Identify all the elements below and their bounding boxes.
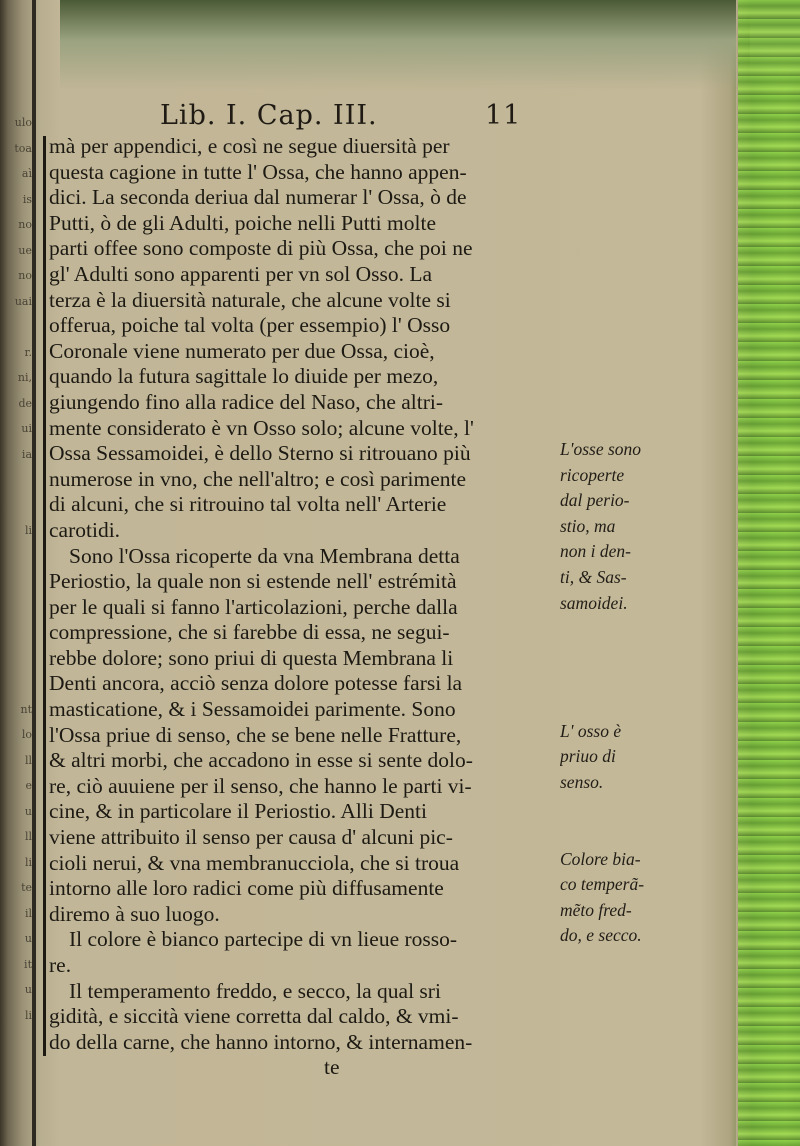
body-line: & altri morbi, che accadono in esse si sente dolo-: [49, 748, 473, 773]
margin-note-line: [560, 642, 720, 668]
body-line: viene attribuito il senso per causa d' alcuni pic-: [49, 825, 453, 850]
gutter-fragment: ia: [21, 447, 32, 461]
running-title: Lib. I. Cap. III.: [160, 100, 378, 131]
gutter-fragment: [0, 595, 32, 621]
gutter-fragment: li: [24, 855, 32, 869]
margin-note-line: Colore bia-: [560, 848, 641, 869]
gutter-fragment: ulo: [14, 116, 32, 129]
body-line: terza è la diuersità naturale, che alcune volte si: [49, 287, 451, 312]
body-line: cioli nerui, & vna membranucciola, che si troua: [49, 850, 460, 875]
body-line: per le quali si fanno l'articolazioni, perche dalla: [49, 594, 458, 619]
facing-page-fragments: [0, 110, 36, 1054]
margin-note-line: priuo di: [560, 746, 616, 767]
gutter-fragment: aì: [21, 167, 32, 180]
top-page-shadow: [60, 0, 800, 90]
body-line: compressione, che si farebbe di essa, ne segui-: [49, 620, 450, 645]
margin-note-line: dal perio-: [560, 490, 630, 511]
margin-note-line: [560, 795, 720, 821]
gutter-fragment: no: [18, 218, 32, 231]
gutter-fragment: ui: [21, 422, 32, 435]
body-line: Putti, ò de gli Adulti, poiche nelli Putti molte: [49, 210, 436, 235]
gutter-fragment: ll: [24, 753, 32, 767]
gutter-fragment: uai: [14, 294, 32, 308]
gutter-fragment: il: [24, 906, 32, 920]
body-line: intorno alle loro radici come più diffusamente: [49, 876, 444, 901]
body-line: gidità, e siccità viene corretta dal caldo, & vmi-: [49, 1004, 459, 1029]
body-line: diremo à suo luogo.: [49, 901, 220, 926]
text-column-rule: [43, 136, 46, 1056]
green-backdrop-edge: [738, 0, 800, 1146]
margin-note-line: stio, ma: [560, 515, 616, 536]
gutter-fragment: ll: [24, 830, 32, 843]
body-line: parti offee sono composte di più Ossa, che poi ne: [49, 236, 473, 261]
body-line: giungendo fino alla radice del Naso, che altri-: [49, 389, 444, 414]
gutter-fragment: is: [22, 192, 32, 206]
gutter-fragment: ni,: [17, 371, 32, 384]
gutter-fragment: [0, 1028, 32, 1054]
body-line: l'Ossa priue di senso, che se bene nelle Fratture,: [49, 722, 462, 747]
body-line: rebbe dolore; sono priui di questa Membrana li: [49, 645, 454, 670]
body-line: quando la futura sagittale lo diuide per mezo,: [49, 364, 439, 389]
margin-note-line: non i den-: [560, 541, 631, 562]
margin-note-line: [560, 667, 720, 693]
gutter-fragment: ue: [18, 243, 32, 257]
body-line: numerose in vno, che nell'altro; e così parimente: [49, 466, 467, 491]
gutter-fragment: nt: [20, 702, 32, 716]
margin-note-line: co temperã-: [560, 874, 645, 895]
body-line: Coronale viene numerato per due Ossa, cioè,: [49, 338, 435, 363]
body-line: masticatione, & i Sessamoidei parimente. Sono: [49, 697, 456, 722]
margin-note-line: mẽto fred-: [560, 899, 632, 920]
body-line: Il temperamento freddo, e secco, la qual sri: [69, 978, 441, 1003]
margin-note-line: ricoperte: [560, 464, 625, 485]
gutter-fragment: [0, 493, 32, 519]
gutter-fragment: lo: [21, 728, 32, 741]
gutter-fragment: u: [24, 804, 32, 818]
body-line: do della carne, che hanno intorno, & internamen-: [49, 1029, 473, 1054]
body-line: Ossa Sessamoidei, è dello Sterno si ritrouano più: [49, 441, 471, 466]
body-line: questa cagione in tutte l' Ossa, che hanno appen-: [49, 159, 467, 184]
margin-note-line: [560, 821, 720, 847]
gutter-fragment: te: [21, 881, 32, 894]
margin-note-line: [560, 616, 720, 642]
gutter-fragment: [0, 646, 32, 672]
gutter-fragment: [0, 467, 32, 493]
body-line: re.: [49, 953, 72, 977]
body-line: Sono l'Ossa ricoperte da vna Membrana detta: [69, 543, 460, 568]
gutter-fragment: [0, 620, 32, 646]
margin-note-line: [560, 693, 720, 719]
gutter-fragment: no: [18, 269, 32, 282]
body-text: [49, 134, 549, 1081]
gutter-fragment: [0, 569, 32, 595]
body-line: gl' Adulti sono apparenti per vn sol Osso. La: [49, 261, 433, 286]
gutter-fragment: it: [24, 957, 32, 971]
gutter-fragment: de: [18, 396, 32, 410]
body-line: carotidi.: [49, 517, 121, 542]
gutter-fragment: toa: [14, 141, 32, 155]
gutter-fragment: [0, 544, 32, 570]
margin-note-line: samoidei.: [560, 592, 628, 613]
margin-notes: [560, 437, 720, 949]
margin-note-line: senso.: [560, 771, 604, 792]
gutter-fragment: u: [24, 983, 32, 996]
gutter-fragment: e: [25, 779, 32, 792]
body-line: Periostio, la quale non si estende nell' estrémità: [49, 569, 457, 594]
gutter-fragment: [0, 671, 32, 697]
body-line: Denti ancora, acciò senza dolore potesse farsi la: [49, 671, 463, 696]
gutter-fragment: u: [24, 932, 32, 945]
body-line: mente considerato è vn Osso solo; alcune volte, l': [49, 415, 474, 440]
page-number: 11: [485, 100, 522, 131]
gutter-fragment: li: [24, 1008, 32, 1022]
gutter-fragment: li: [24, 524, 32, 537]
body-line: re, ciò auuiene per il senso, che hanno le parti vi-: [49, 773, 472, 798]
margin-note-line: do, e secco.: [560, 925, 642, 946]
margin-note-line: L' osso è: [560, 720, 622, 741]
body-line: dici. La seconda deriua dal numerar l' Ossa, ò de: [49, 185, 467, 210]
body-line: mà per appendici, e così ne segue diuersità per: [49, 134, 450, 158]
margin-note-line: L'osse sono: [560, 439, 642, 459]
body-line: offerua, poiche tal volta (per essempio) l' Osso: [49, 313, 451, 338]
gutter-fragment: r.: [24, 345, 32, 359]
body-line: Il colore è bianco partecipe di vn lieue rosso-: [69, 927, 458, 952]
gutter-fragment: [0, 314, 32, 340]
body-line: te: [324, 1055, 340, 1080]
body-line: cine, & in particolare il Periostio. Alli Denti: [49, 799, 427, 824]
body-line: di alcuni, che si ritrouino tal volta nell' Arterie: [49, 492, 447, 517]
margin-note-line: ti, & Sas-: [560, 566, 627, 587]
